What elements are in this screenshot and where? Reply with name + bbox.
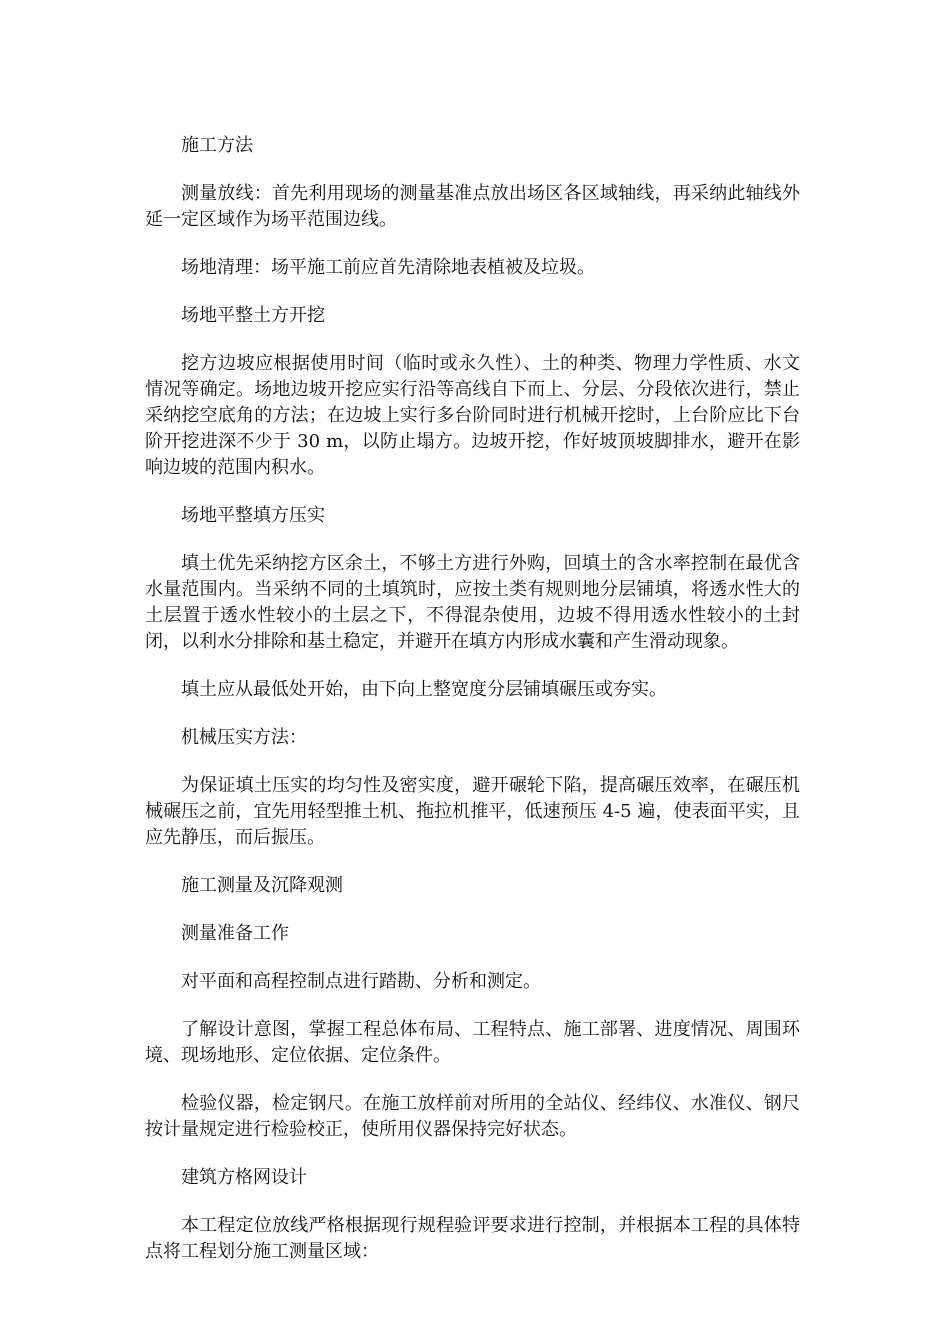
body-paragraph: 填土应从最低处开始，由下向上整宽度分层铺填碾压或夯实。: [181, 679, 667, 700]
body-paragraph: 本工程定位放线严格根据现行规程验评要求进行控制，并根据本工程的具体特点将工程划分施工测量区域：: [145, 1215, 800, 1262]
section-heading: 场地平整土方开挖: [181, 305, 325, 326]
section-heading: 场地平整填方压实: [181, 505, 325, 526]
body-paragraph: 场地清理：场平施工前应首先清除地表植被及垃圾。: [181, 257, 595, 278]
body-paragraph: 填土优先采纳挖方区余土，不够土方进行外购，回填土的含水率控制在最优含水量范围内。当采纳不同的土填筑时，应按土类有规则地分层铺填，将透水性大的土层置于透水性较小的土层之下，不得混杂使用，边坡不得用透水性较小的土封闭，以利水分排除和基土稳定，并避开在填方内形成水囊和产生滑动现象。: [145, 553, 800, 652]
section-heading: 机械压实方法：: [181, 727, 307, 748]
body-paragraph: 挖方边坡应根据使用时间（临时或永久性）、土的种类、物理力学性质、水文情况等确定。场地边坡开挖应实行沿等高线自下而上、分层、分段依次进行，禁止采纳挖空底角的方法；在边坡上实行多台阶同时进行机械开挖时，上台阶应比下台阶开挖进深不少于 30 m，以防止塌方。边坡开挖，作好坡顶坡脚排水，避开在影响边坡的范围内积水。: [145, 353, 800, 478]
section-heading: 测量准备工作: [181, 923, 289, 944]
section-heading: 建筑方格网设计: [181, 1167, 307, 1188]
body-paragraph: 了解设计意图，掌握工程总体布局、工程特点、施工部署、进度情况、周围环境、现场地形、定位依据、定位条件。: [145, 1019, 800, 1066]
body-paragraph: 检验仪器，检定钢尺。在施工放样前对所用的全站仪、经纬仪、水准仪、钢尺按计量规定进行检验校正，使所用仪器保持完好状态。: [145, 1093, 800, 1140]
section-heading: 施工方法: [181, 135, 253, 156]
section-heading: 施工测量及沉降观测: [181, 875, 343, 896]
body-paragraph: 为保证填土压实的均匀性及密实度，避开碾轮下陷，提高碾压效率，在碾压机械碾压之前，宜先用轻型推土机、拖拉机推平，低速预压 4-5 遍，使表面平实，且应先静压，而后振压。: [145, 775, 800, 848]
body-paragraph: 测量放线：首先利用现场的测量基准点放出场区各区域轴线，再采纳此轴线外延一定区域作为场平范围边线。: [145, 183, 800, 230]
document-body: [145, 133, 800, 1287]
body-paragraph: 对平面和高程控制点进行踏勘、分析和测定。: [181, 971, 541, 992]
